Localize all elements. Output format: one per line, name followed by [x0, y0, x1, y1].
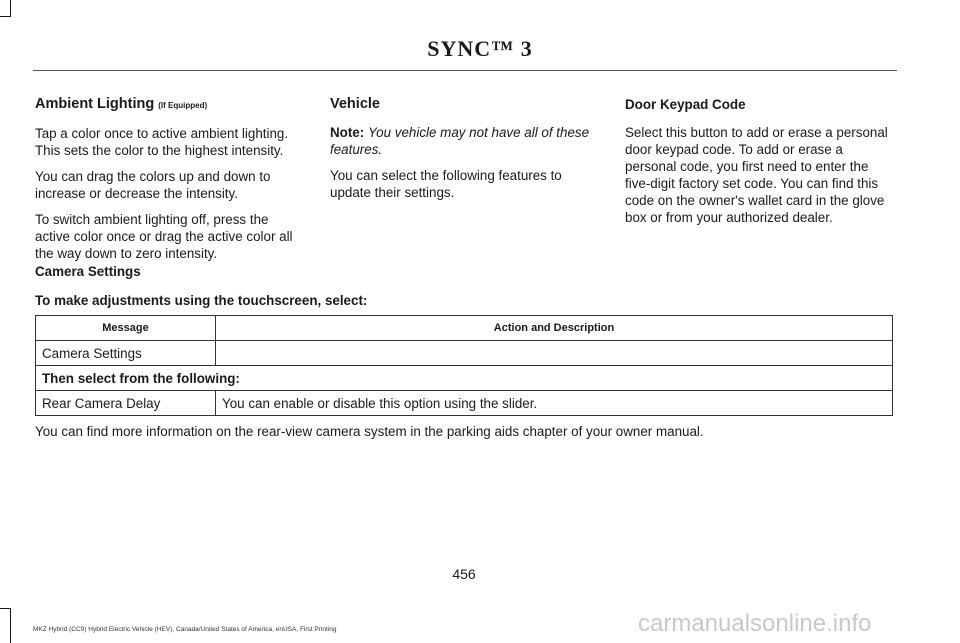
column-door-keypad [625, 96, 895, 235]
note-label: Note: [330, 125, 365, 140]
footer-info-text: You can find more information on the rear-view camera system in the parking aids chapter of your owner manual. [35, 424, 704, 439]
section-heading-vehicle: Vehicle [330, 96, 380, 112]
section-heading-door-keypad: Door Keypad Code [625, 97, 746, 112]
crop-mark-bottom-left-h [0, 608, 11, 609]
if-equipped-tag: (If Equipped) [158, 101, 208, 110]
door-keypad-paragraph: Select this button to add or erase a personal door keypad code. To add or erase a personal code, you first need to enter the five-digit factory set code. You can find this code on the owner's wallet card in the glove box or from your authorized dealer. [625, 125, 888, 225]
column-vehicle [330, 96, 600, 210]
printing-line: MKZ Hybrid (CC9) Hybrid Electric Vehicle (HEV), Canada/United States of America, enUSA, First Printing [33, 626, 337, 633]
page-number: 456 [452, 566, 476, 582]
crop-mark-bottom-left-v [10, 608, 11, 643]
ambient-heading-text: Ambient Lighting [35, 96, 155, 112]
header-rule [33, 70, 897, 71]
vehicle-paragraph: You can select the following features to update their settings. [330, 168, 562, 200]
table-cell-message: Rear Camera Delay [36, 391, 216, 416]
crop-mark-top-left-v [10, 0, 11, 16]
page-title: SYNC™ 3 [427, 36, 533, 61]
column-ambient-lighting [35, 96, 305, 271]
table-cell-action: You can enable or disable this option using the slider. [216, 391, 893, 416]
table-header-action: Action and Description [216, 316, 893, 341]
ambient-paragraph: Tap a color once to active ambient lighting. This sets the color to the highest intensity. [35, 126, 289, 158]
ambient-paragraph: You can drag the colors up and down to increase or decrease the intensity. [35, 169, 271, 201]
vehicle-note [330, 124, 600, 158]
table-cell-message: Camera Settings [36, 341, 216, 366]
table-span-cell: Then select from the following: [36, 366, 893, 391]
watermark: carmanualsonline.info [638, 610, 872, 637]
camera-settings-heading: Camera Settings [35, 264, 141, 279]
section-heading-ambient [35, 96, 305, 114]
table-span-row [36, 366, 893, 391]
table-header-message: Message [36, 316, 216, 341]
table-row [36, 391, 893, 416]
table-row [36, 341, 893, 366]
note-text: You vehicle may not have all of these features. [330, 125, 590, 157]
table-header-row [36, 316, 893, 341]
crop-mark-top-left-h [0, 16, 11, 17]
camera-settings-table [35, 315, 893, 416]
ambient-paragraph: To switch ambient lighting off, press the active color once or drag the active color all the way down to zero intensity. [35, 212, 293, 261]
camera-instruction: To make adjustments using the touchscreen, select: [35, 293, 368, 308]
table-cell-action [216, 341, 893, 366]
